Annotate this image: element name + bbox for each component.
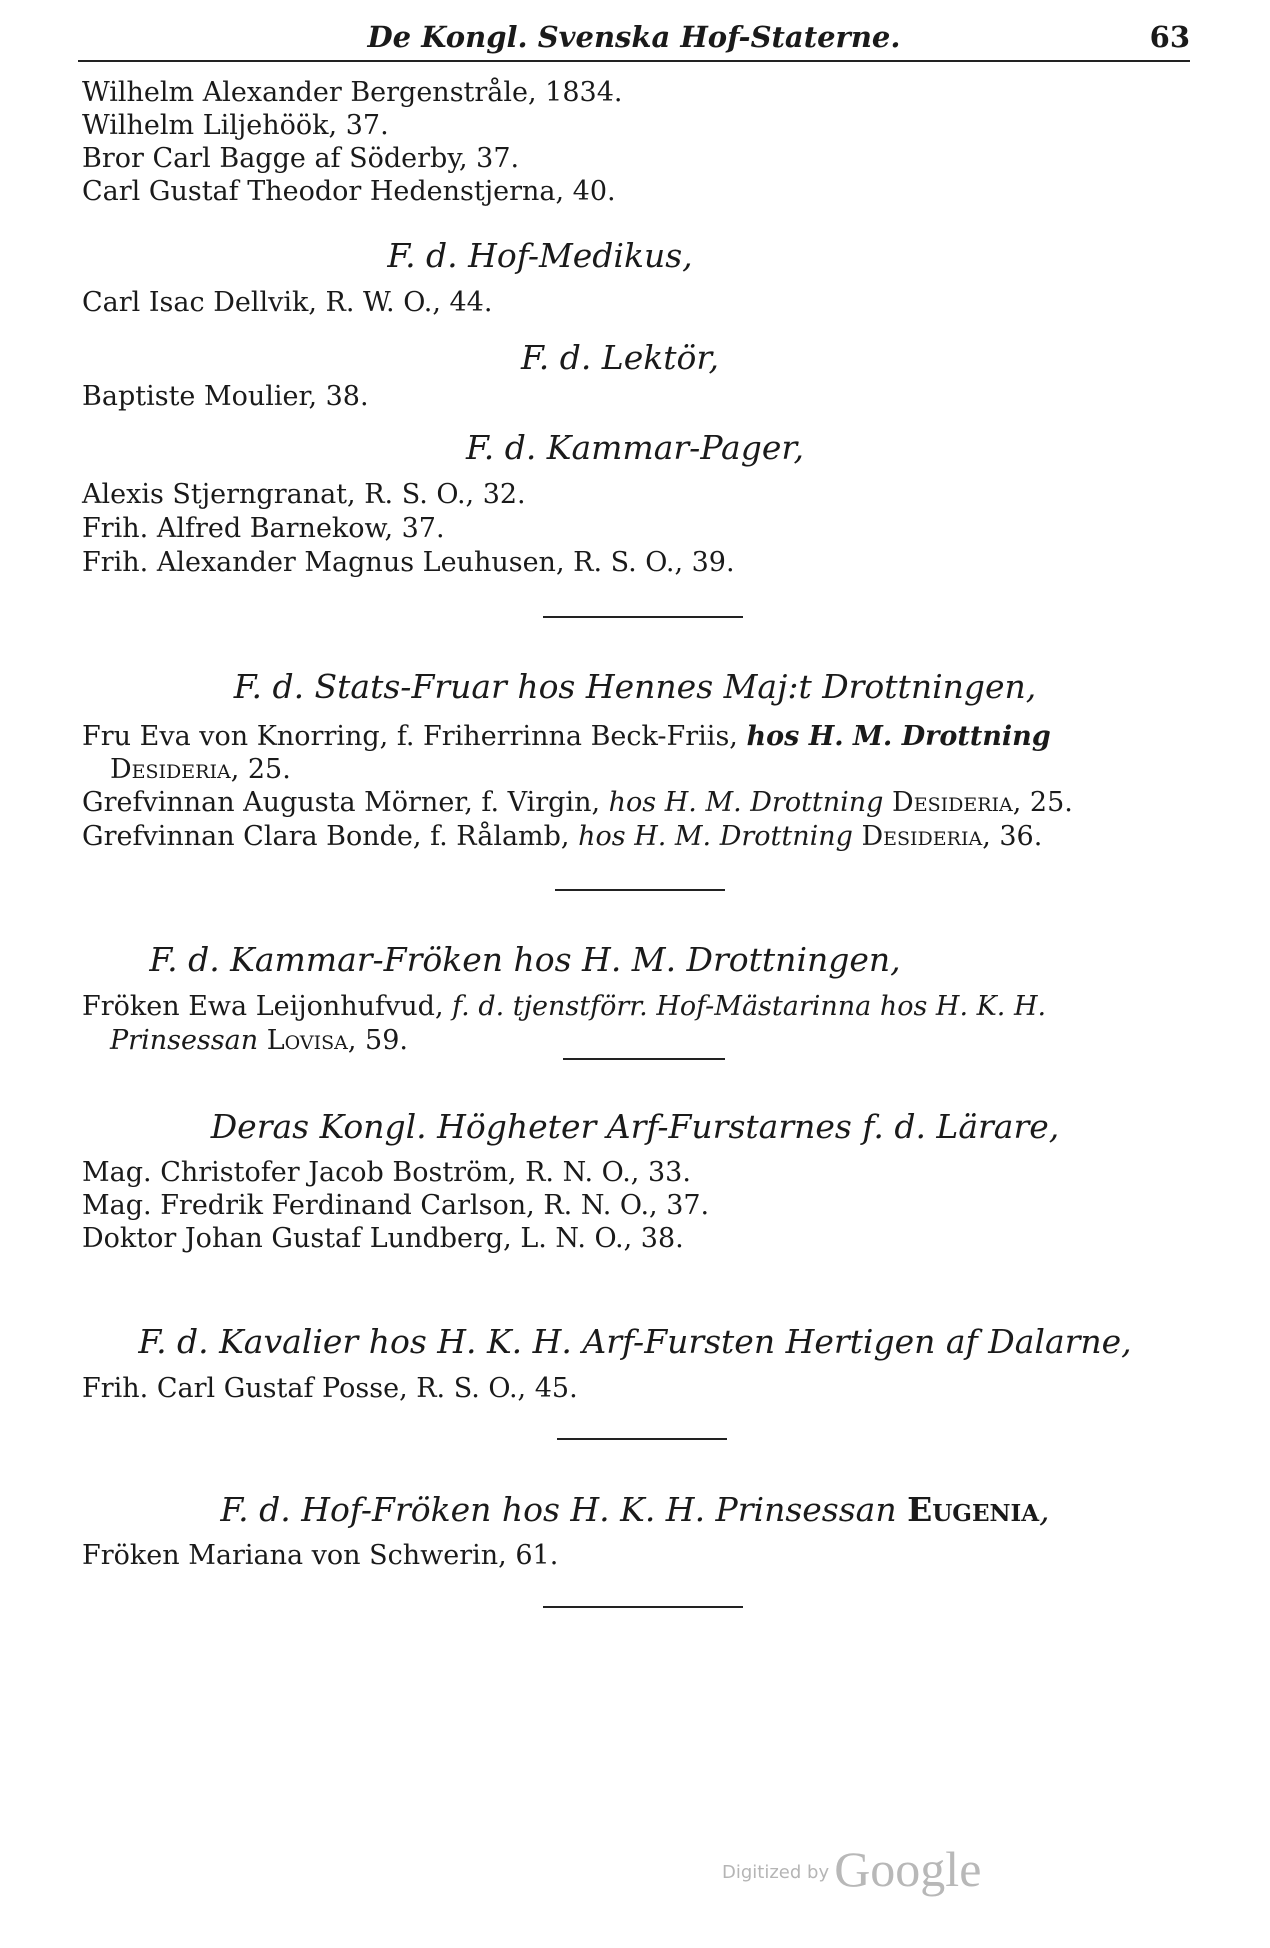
entry-line [82, 820, 1042, 854]
entry-line: Frih. Alfred Barnekow, 37. [82, 513, 445, 544]
entry-text: , 25. [1012, 787, 1073, 818]
entry-line [82, 720, 1051, 754]
section-heading-lektor: F. d. Lektör, [520, 338, 720, 377]
entry-line [110, 1024, 408, 1058]
entry-name-smallcaps: Desideria [852, 821, 983, 852]
section-heading-larare: Deras Kongl. Högheter Arf-Furstarnes f. d. Lärare, [210, 1107, 1060, 1146]
entry-name-smallcaps: Desideria [883, 787, 1013, 818]
entry-line: Carl Gustaf Theodor Hedenstjerna, 40. [82, 176, 616, 207]
section-heading-kavalier: F. d. Kavalier hos H. K. H. Arf-Fursten Hertigen af Dalarne, [138, 1322, 1132, 1361]
entry-title-italic: hos H. M. Drottning [746, 721, 1051, 752]
digitized-by-label: Digitized by [722, 1862, 830, 1883]
section-divider [555, 889, 725, 891]
entry-text: , 36. [982, 821, 1043, 852]
section-heading-kammar-pager: F. d. Kammar-Pager, [465, 428, 805, 467]
section-divider [557, 1438, 727, 1440]
section-divider [543, 616, 743, 618]
entry-line: Bror Carl Bagge af Söderby, 37. [82, 143, 520, 174]
entry-line: Frih. Carl Gustaf Posse, R. S. O., 45. [82, 1373, 578, 1404]
entry-line: Mag. Christofer Jacob Boström, R. N. O., 33. [82, 1157, 691, 1188]
entry-text: Grefvinnan Augusta Mörner, f. Virgin, [82, 787, 609, 818]
section-heading-hof-froken [0, 1490, 1270, 1529]
section-heading-hof-medikus: F. d. Hof-Medikus, [387, 236, 693, 275]
heading-name-smallcaps: Eugenia [907, 1490, 1040, 1529]
digitized-watermark [722, 1840, 981, 1898]
section-divider [543, 1606, 743, 1608]
entry-text: Grefvinnan Clara Bonde, f. Rålamb, [82, 821, 579, 852]
entry-title-italic: Prinsessan [110, 1025, 259, 1056]
entry-line: Fröken Mariana von Schwerin, 61. [82, 1540, 559, 1571]
entry-line: Carl Isac Dellvik, R. W. O., 44. [82, 287, 493, 318]
entry-text: Fru Eva von Knorring, f. Friherrinna Beck-Friis, [82, 721, 747, 752]
entry-line: Wilhelm Alexander Bergenstråle, 1834. [82, 77, 623, 108]
entry-line: Doktor Johan Gustaf Lundberg, L. N. O., 38. [82, 1223, 684, 1254]
running-title: De Kongl. Svenska Hof-Staterne. [367, 20, 901, 54]
entry-title-italic: hos H. M. Drottning [608, 787, 884, 818]
entry-line [82, 990, 1046, 1024]
entry-text: , 25. [230, 754, 291, 785]
entry-text: , 59. [347, 1025, 408, 1056]
entry-line: Alexis Stjerngranat, R. S. O., 32. [82, 479, 526, 510]
entry-line: Frih. Alexander Magnus Leuhusen, R. S. O., 39. [82, 547, 735, 578]
running-header [78, 20, 1190, 62]
entry-line [82, 786, 1073, 820]
page-number: 63 [1149, 20, 1190, 54]
google-logo-text: Google [834, 1841, 982, 1897]
section-heading-kammar-froken: F. d. Kammar-Fröken hos H. M. Drottningen, [149, 940, 901, 979]
entry-line: Wilhelm Liljehöök, 37. [82, 110, 389, 141]
entry-name-smallcaps: Desideria [110, 754, 231, 785]
entry-title-italic: f. d. tjenstförr. Hof-Mästarinna hos H. K. H. [452, 991, 1047, 1022]
entry-line: Mag. Fredrik Ferdinand Carlson, R. N. O., 37. [82, 1190, 710, 1221]
heading-text: F. d. Hof-Fröken hos H. K. H. Prinsessan [220, 1490, 908, 1529]
entry-title-italic: hos H. M. Drottning [578, 821, 853, 852]
entry-text: Fröken Ewa Leijonhufvud, [82, 991, 453, 1022]
entry-line: Baptiste Moulier, 38. [82, 381, 369, 412]
section-divider [563, 1058, 725, 1060]
entry-line [110, 753, 291, 787]
entry-name-smallcaps: Lovisa [258, 1025, 348, 1056]
header-rule [78, 60, 1190, 62]
heading-text: , [1039, 1490, 1050, 1529]
section-heading-stats-fruar: F. d. Stats-Fruar hos Hennes Maj:t Drottningen, [233, 667, 1037, 706]
